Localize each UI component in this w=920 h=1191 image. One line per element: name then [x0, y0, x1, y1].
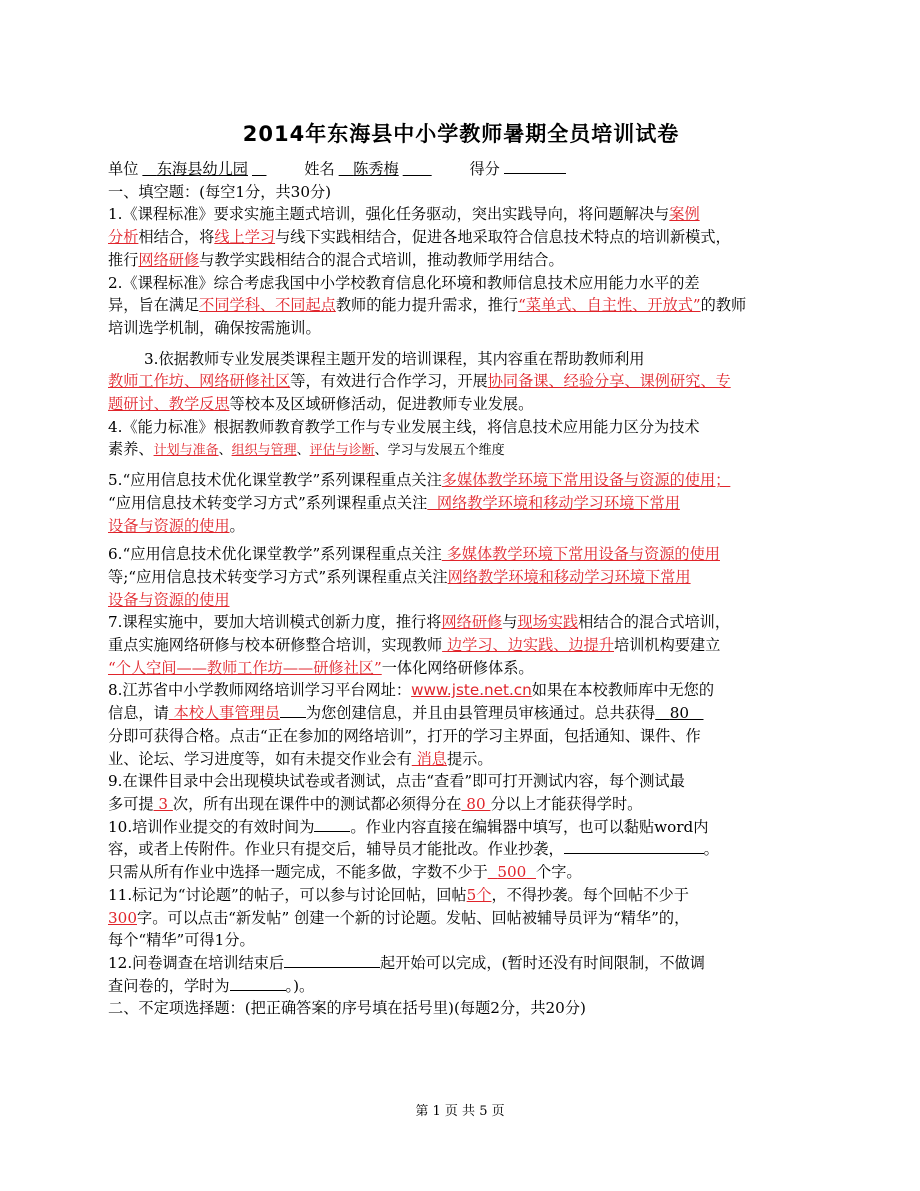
- question-8: 8.江苏省中小学教师网络培训学习平台网址：www.jste.net.cn如果在本校教师库中无您的 信息，请 本校人事管理员 为您创建信息，并且由县管理员审核通过。总共获得 80 分即可获得合格。点击“正在参加的网络培训”，打开的学习主界面，包括通知、课件、作 业、论坛、学习进度等，如有未提交作业会有 消息提示。: [108, 681, 714, 768]
- question-3: 3.依据教师专业发展类课程主题开发的培训课程，其内容重在帮助教师利用 教师工作坊、网络研修社区等，有效进行合作学习，开展协同备课、经验分享、课例研究、专 题研讨、教学反思等校本及区域研修活动，促进教师专业发展。: [108, 349, 731, 414]
- answer: 题研讨、教学反思: [108, 395, 230, 414]
- answer: 设备与资源的使用: [108, 590, 230, 609]
- answer: “个人空间——教师工作坊——研修社区”: [108, 658, 382, 677]
- question-2: 2.《课程标准》综合考虑我国中小学校教育信息化环境和教师信息技术应用能力水平的差 异，旨在满足不同学科、不同起点教师的能力提升需求，推行“菜单式、自主性、开放式”的教师 培训选学机制，确保按需施训。: [108, 273, 747, 337]
- question-6: 6.“应用信息技术优化课堂教学”系列课程重点关注 多媒体教学环境下常用设备与资源的使用 等;“应用信息技术转变学习方式”系列课程重点关注网络教学环境和移动学习环境下常用 设备与资源的使用: [108, 545, 720, 609]
- blank: [230, 975, 286, 991]
- question-10: 10.培训作业提交的有效时间为 。作业内容直接在编辑器中填写，也可以黏贴word内 容，或者上传附件。作业只有提交后，辅导员才能批改。作业抄袭， 。 只需从所有作业中选择一题完成，不能多做，字数不少于 500 个字。: [108, 817, 719, 882]
- answer: 不同学科、不同起点: [199, 296, 336, 315]
- answer: 消息: [411, 749, 447, 768]
- answer: 网络研修: [441, 613, 503, 632]
- answer: 多媒体教学环境下常用设备与资源的使用；: [441, 471, 731, 490]
- unit-value: 东海县幼儿园: [156, 160, 248, 178]
- question-9: 9.在课件目录中会出现模块试卷或者测试，点击“查看”即可打开测试内容，每个测试最 多可提 3 次，所有出现在课件中的测试都必须得分在 80 分以上才能获得学时。: [108, 772, 685, 813]
- question-4: 4.《能力标准》根据教师教育教学工作与专业发展主线，将信息技术应用能力区分为技术 素养、计划与准备、组织与管理、评估与诊断、学习与发展五个维度: [108, 417, 700, 459]
- answer: 教师工作坊、网络研修社区: [108, 372, 291, 391]
- answer: 案例: [669, 205, 700, 224]
- header-info: [108, 158, 814, 181]
- blank: [284, 952, 380, 968]
- name-label: 姓名: [304, 160, 335, 178]
- question-1: 1.《课程标准》要求实施主题式培训，强化任务驱动，突出实践导向，将问题解决与案例 分析相结合，将线上学习与线下实践相结合，促进各地采取符合信息技术特点的培训新模式， 推行网络研修与教学实践相结合的混合式培训，推动教师学用结合。: [108, 205, 731, 269]
- score-label: 得分: [469, 160, 500, 178]
- answer: 设备与资源的使用: [108, 516, 230, 535]
- answer: 80: [461, 794, 491, 813]
- question-12: 12.问卷调查在培训结束后 起开始可以完成，(暂时还没有时间限制，不做调 查问卷的，学时为 。)。: [108, 953, 705, 995]
- answer: 边学习、边实践、边提升: [442, 636, 615, 655]
- answer: 500: [497, 863, 527, 882]
- section-1-heading: 一、填空题：(每空1分，共30分): [108, 182, 332, 201]
- page-footer: 第 1 页 共 5 页: [415, 1104, 505, 1119]
- answer: 网络教学环境和移动学习环境下常用: [427, 493, 680, 512]
- website-link: www.jste.net.cn: [411, 681, 532, 700]
- question-5: 5.“应用信息技术优化课堂教学”系列课程重点关注多媒体教学环境下常用设备与资源的使用； “应用信息技术转变学习方式”系列课程重点关注 网络教学环境和移动学习环境下常用 设备与资源的使用。: [108, 471, 731, 535]
- answer: 线上学习: [214, 228, 276, 247]
- score-blank: [504, 158, 566, 174]
- question-7: 7.课程实施中，要加大培训模式创新力度，推行将网络研修与现场实践相结合的混合式培训， 重点实施网络研修与校本研修整合培训，实现教师 边学习、边实践、边提升培训机构要建立 “个人空间——教师工作坊——研修社区”一体化网络研修体系。: [108, 613, 730, 677]
- answer: 计划与准备: [153, 443, 219, 459]
- page-title: 2014年东海县中小学教师暑期全员培训试卷: [242, 122, 680, 146]
- question-11: 11.标记为“讨论题”的帖子，可以参与讨论回帖，回帖5个，不得抄袭。每个回帖不少于 300字。可以点击“新发帖” 创建一个新的讨论题。发帖、回帖被辅导员评为“精华”的， 每个“精华”可得1分。: [108, 885, 690, 950]
- answer: 现场实践: [517, 613, 579, 632]
- unit-label: 单位: [108, 160, 139, 178]
- answer: 网络教学环境和移动学习环境下常用: [447, 567, 691, 586]
- answer: 80: [669, 704, 690, 723]
- answer: 本校人事管理员: [168, 704, 280, 723]
- answer: 网络研修: [138, 250, 200, 269]
- answer: 5个: [466, 885, 492, 904]
- answer: 组织与管理: [231, 443, 297, 459]
- answer: 协同备课、经验分享、课例研究、专: [487, 372, 731, 391]
- answer: 评估与诊断: [309, 443, 375, 459]
- name-value: 陈秀梅: [353, 160, 399, 178]
- answer: 3: [153, 794, 173, 813]
- exam-page: [108, 118, 814, 1020]
- section-2-heading: 二、不定项选择题：(把正确答案的序号填在括号里)(每题2分，共20分): [108, 999, 586, 1018]
- blank: [314, 816, 350, 832]
- answer: 多媒体教学环境下常用设备与资源的使用: [441, 545, 720, 564]
- blank: [564, 838, 704, 854]
- answer: 分析: [108, 228, 139, 247]
- answer: 300: [108, 908, 137, 927]
- answer: “菜单式、自主性、开放式”: [518, 296, 701, 315]
